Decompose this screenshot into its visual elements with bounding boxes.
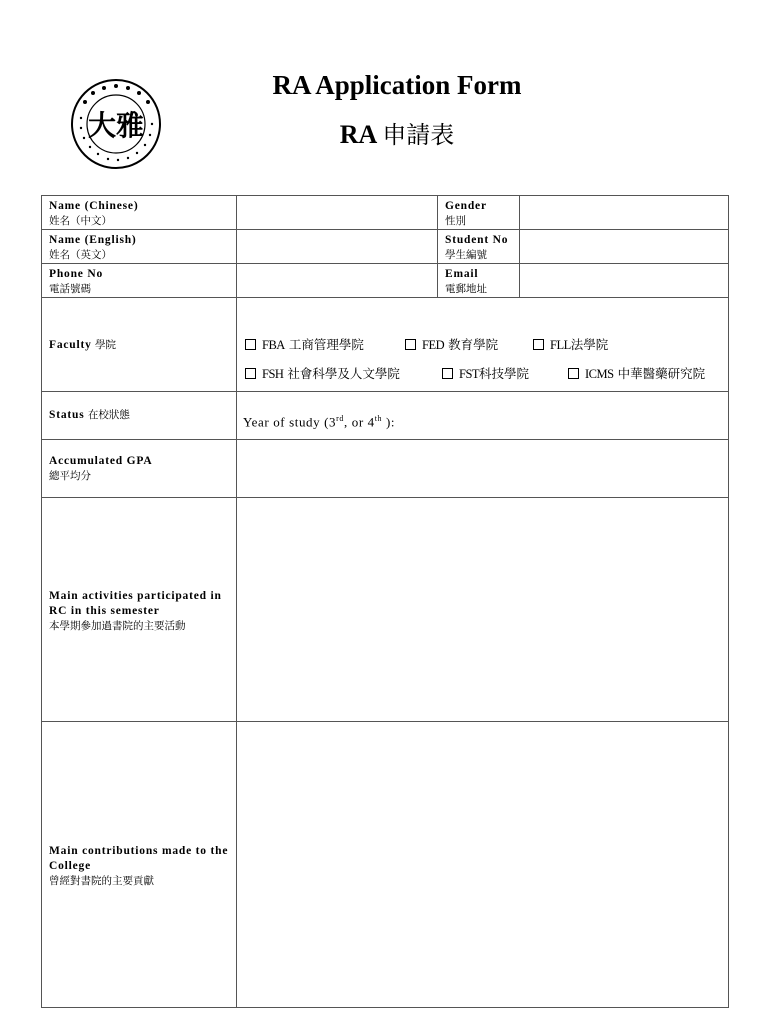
gender-input[interactable] xyxy=(520,196,729,230)
email-label: Email 電郵地址 xyxy=(438,264,520,298)
status-label: Status 在校狀態 xyxy=(42,392,237,440)
form-title-english: RA Application Form xyxy=(272,70,522,100)
year-of-study-field[interactable]: Year of study (3rd, or 4th ): xyxy=(237,392,729,440)
faculty-option-fsh[interactable]: FSH 社會科學及人文學院 xyxy=(245,364,400,382)
name-chinese-label: Name (Chinese) 姓名（中文） xyxy=(42,196,237,230)
activities-input[interactable] xyxy=(237,498,729,722)
name-english-input[interactable] xyxy=(237,230,438,264)
checkbox-icon[interactable] xyxy=(568,368,579,379)
faculty-option-fed[interactable]: FED 教育學院 xyxy=(405,335,498,353)
gpa-label: Accumulated GPA 總平均分 xyxy=(42,440,237,498)
name-english-label: Name (English) 姓名（英文） xyxy=(42,230,237,264)
faculty-option-fst[interactable]: FST科技學院 xyxy=(442,364,529,382)
checkbox-icon[interactable] xyxy=(245,339,256,350)
email-input[interactable] xyxy=(520,264,729,298)
svg-text:大雅: 大雅 xyxy=(87,109,145,142)
gender-label: Gender 性別 xyxy=(438,196,520,230)
student-no-input[interactable] xyxy=(520,230,729,264)
checkbox-icon[interactable] xyxy=(533,339,544,350)
contributions-input[interactable] xyxy=(237,722,729,1008)
application-form-table xyxy=(41,195,729,1008)
faculty-option-fba[interactable]: FBA 工商管理學院 xyxy=(245,335,364,353)
name-chinese-input[interactable] xyxy=(237,196,438,230)
checkbox-icon[interactable] xyxy=(442,368,453,379)
faculty-options xyxy=(237,298,729,392)
checkbox-icon[interactable] xyxy=(405,339,416,350)
gpa-input[interactable] xyxy=(237,440,729,498)
faculty-option-icms[interactable]: ICMS 中華醫藥研究院 xyxy=(568,364,705,382)
phone-label: Phone No 電話號碼 xyxy=(42,264,237,298)
form-title-chinese: RA 申請表 xyxy=(339,120,455,149)
checkbox-icon[interactable] xyxy=(245,368,256,379)
contributions-label: Main contributions made to the College 曾經對書院的主要貢獻 xyxy=(42,722,237,1008)
activities-label: Main activities participated in RC in this semester 本學期參加過書院的主要活動 xyxy=(42,498,237,722)
faculty-option-fll[interactable]: FLL法學院 xyxy=(533,335,608,353)
phone-input[interactable] xyxy=(237,264,438,298)
student-no-label: Student No 學生編號 xyxy=(438,230,520,264)
faculty-label: Faculty 學院 xyxy=(42,298,237,392)
